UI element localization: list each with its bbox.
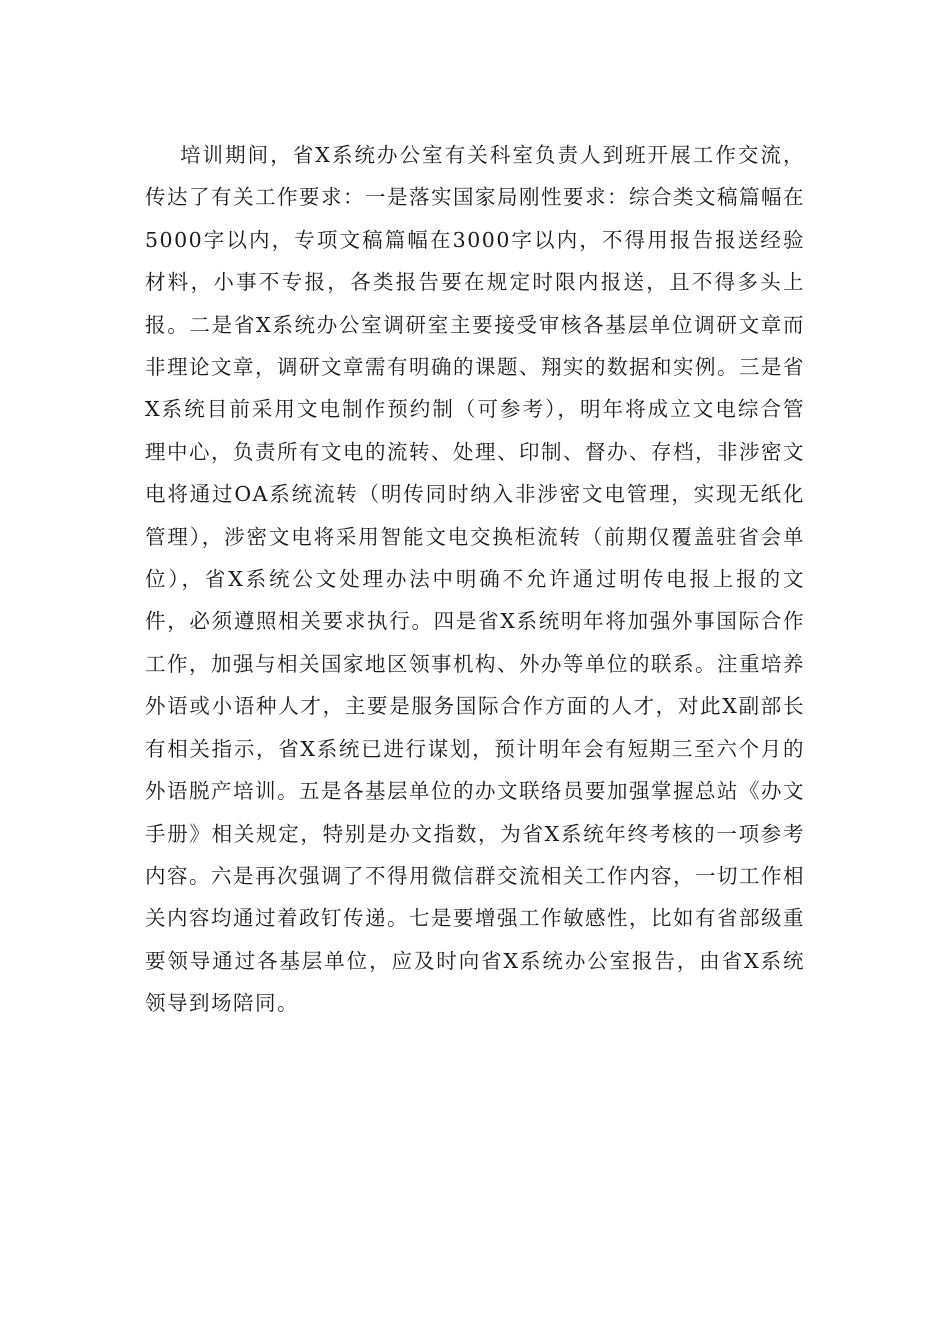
body-paragraph: 培训期间，省X系统办公室有关科室负责人到班开展工作交流，传达了有关工作要求：一是落实国家局刚性要求：综合类文稿篇幅在5000字以内，专项文稿篇幅在3000字以内，不得用报告报送经验材料，小事不专报，各类报告要在规定时限内报送，且不得多头上报。二是省X系统办公室调研室主要接受审核各基层单位调研文章而非理论文章，调研文章需有明确的课题、翔实的数据和实例。三是省X系统目前采用文电制作预约制（可参考），明年将成立文电综合管理中心，负责所有文电的流转、处理、印制、督办、存档，非涉密文电将通过OA系统流转（明传同时纳入非涉密文电管理，实现无纸化管理），涉密文电将采用智能文电交换柜流转（前期仅覆盖驻省会单位），省X系统公文处理办法中明确不允许通过明传电报上报的文件，必须遵照相关要求执行。四是省X系统明年将加强外事国际合作工作，加强与相关国家地区领事机构、外办等单位的联系。注重培养外语或小语种人才，主要是服务国际合作方面的人才，对此X副部长有相关指示，省X系统已进行谋划，预计明年会有短期三至六个月的外语脱产培训。五是各基层单位的办文联络员要加强掌握总站《办文手册》相关规定，特别是办文指数，为省X系统年终考核的一项参考内容。六是再次强调了不得用微信群交流相关工作内容，一切工作相关内容均通过着政钉传递。七是要增强工作敏感性，比如有省部级重要领导通过各基层单位，应及时向省X系统办公室报告，由省X系统领导到场陪同。 xyxy=(145,143,805,1016)
